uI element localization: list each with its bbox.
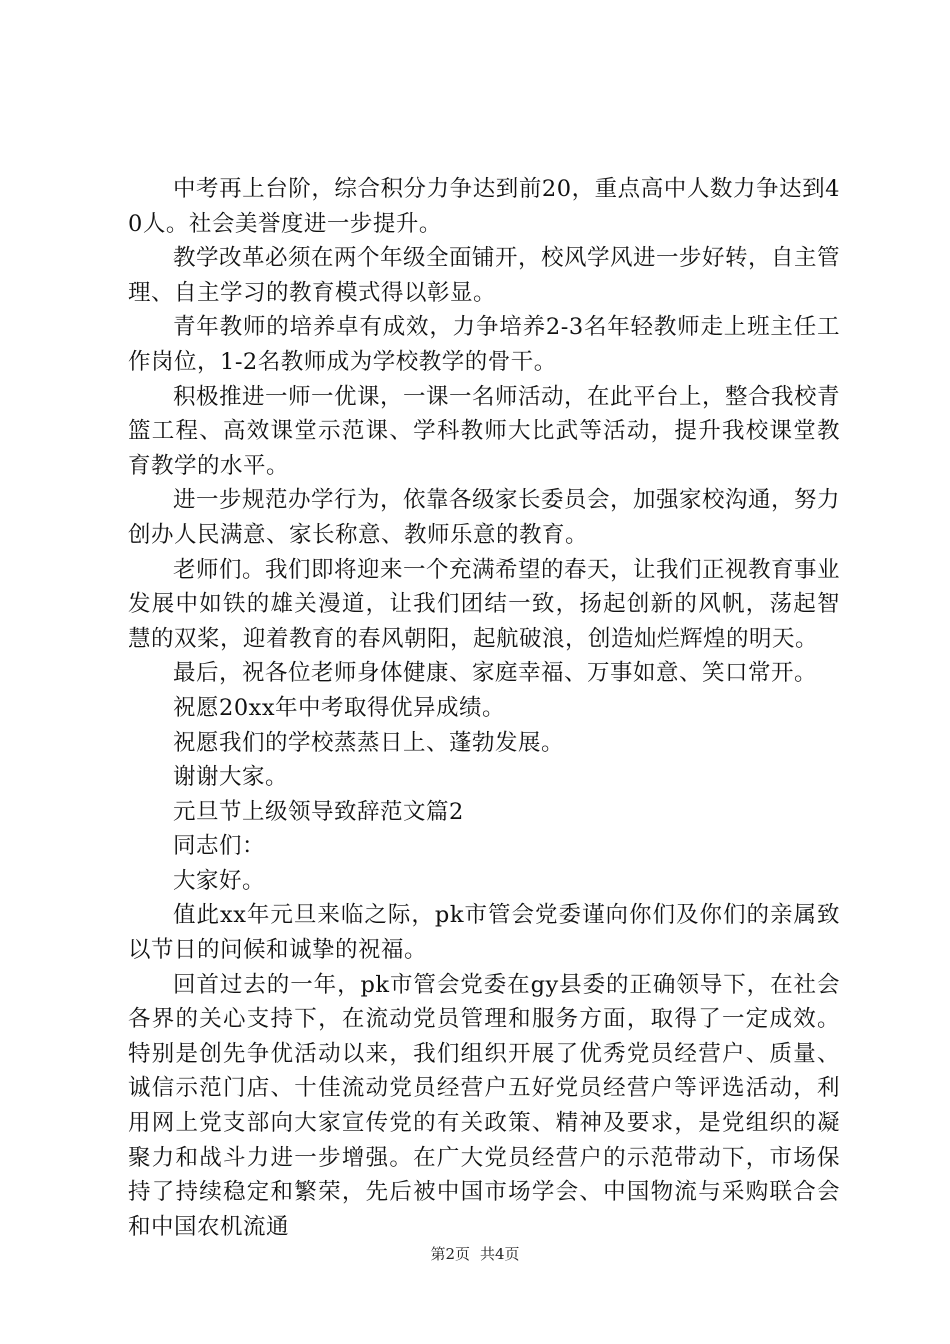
page-number: 第2页 xyxy=(430,1245,470,1263)
paragraph: 值此xx年元旦来临之际，pk市管会党委谨向你们及你们的亲属致以节日的问候和诚挚的祝福。 xyxy=(128,902,840,964)
paragraph: 进一步规范办学行为，依靠各级家长委员会，加强家校沟通，努力创办人民满意、家长称意、教师乐意的教育。 xyxy=(128,487,841,548)
section-heading: 元旦节上级领导致辞范文篇2 xyxy=(173,798,464,825)
paragraph: 祝愿20xx年中考取得优异成绩。 xyxy=(173,694,506,721)
paragraph: 谢谢大家。 xyxy=(173,764,289,791)
paragraph: 中考再上台阶，综合积分力争达到前20，重点高中人数力争达到40人。社会美誉度进一步提升。 xyxy=(128,176,840,237)
document-body xyxy=(128,172,840,1244)
paragraph: 积极推进一师一优课，一课一名师活动，在此平台上，整合我校青篮工程、高效课堂示范课、学科教师大比武等活动，提升我校课堂教育教学的水平。 xyxy=(128,383,841,479)
paragraph: 回首过去的一年，pk市管会党委在gy县委的正确领导下，在社会各界的关心支持下，在流动党员管理和服务方面，取得了一定成效。特别是创先争优活动以来，我们组织开展了优秀党员经营户、质量、诚信示范门店、十佳流动党员经营户五好党员经营户等评选活动，利用网上党支部向大家宣传党的有关政策、精神及要求，是党组织的凝聚力和战斗力进一步增强。在广大党员经营户的示范带动下，市场保持了持续稳定和繁荣，先后被中国市场学会、中国物流与采购联合会和中国农机流通 xyxy=(128,971,840,1240)
paragraph: 教学改革必须在两个年级全面铺开，校风学风进一步好转，自主管理、自主学习的教育模式得以彰显。 xyxy=(128,245,841,306)
paragraph: 祝愿我们的学校蒸蒸日上、蓬勃发展。 xyxy=(173,729,565,756)
page-footer xyxy=(0,1244,950,1264)
page-total: 共4页 xyxy=(480,1245,520,1263)
salutation: 同志们： xyxy=(173,833,266,860)
paragraph: 最后，祝各位老师身体健康、家庭幸福、万事如意、笑口常开。 xyxy=(173,660,818,687)
paragraph: 青年教师的培养卓有成效，力争培养2-3名年轻教师走上班主任工作岗位，1-2名教师成为学校教学的骨干。 xyxy=(128,314,840,375)
paragraph: 老师们。我们即将迎来一个充满希望的春天，让我们正视教育事业发展中如铁的雄关漫道，让我们团结一致，扬起创新的风帆，荡起智慧的双桨，迎着教育的春风朝阳，起航破浪，创造灿烂辉煌的明天。 xyxy=(128,556,841,652)
greeting: 大家好。 xyxy=(173,867,266,894)
